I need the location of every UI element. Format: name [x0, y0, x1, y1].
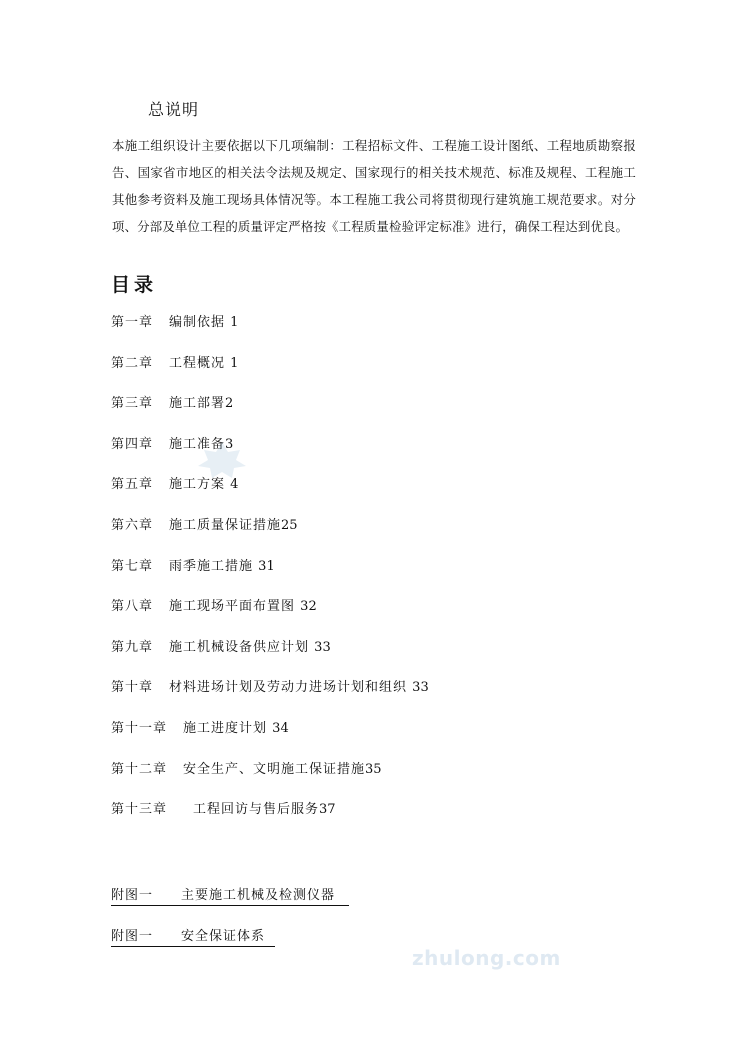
toc-chapter: 第二章	[111, 355, 154, 371]
toc-entry-title: 工程回访与售后服务	[193, 802, 320, 818]
toc-item[interactable]	[111, 556, 429, 597]
toc-item[interactable]	[111, 312, 429, 353]
toc-entry-title: 施工准备	[169, 436, 226, 452]
toc-item[interactable]	[111, 677, 429, 718]
toc-page-number: 33	[314, 639, 331, 655]
appendix-item[interactable]	[111, 925, 275, 947]
appendix-title: 安全保证体系	[181, 929, 266, 944]
toc-page-number: 33	[412, 680, 429, 696]
toc-item[interactable]	[111, 434, 429, 475]
toc-page-number: 25	[281, 517, 298, 533]
toc-item[interactable]	[111, 515, 429, 556]
toc-page-number: 3	[225, 436, 234, 452]
toc-chapter: 第一章	[111, 315, 154, 330]
toc-chapter: 第五章	[111, 477, 154, 493]
toc-chapter: 第三章	[111, 396, 154, 412]
toc-title: 目录	[111, 274, 158, 296]
toc-page-number: 31	[258, 558, 275, 574]
toc-item[interactable]	[111, 759, 429, 800]
toc-list	[111, 312, 429, 840]
toc-entry-title: 施工机械设备供应计划	[169, 639, 310, 655]
toc-entry-title: 工程概况	[169, 355, 226, 371]
toc-page-number: 32	[300, 599, 317, 615]
intro-paragraph: 本施工组织设计主要依据以下几项编制：工程招标文件、工程施工设计图纸、工程地质勘察报告、国家省市地区的相关法令法规及规定、国家现行的相关技术规范、标准及规程、工程施工其他参考资料及施工现场具体情况等。本工程施工我公司将贯彻现行建筑施工规范要求。对分项、分部及单位工程的质量评定严格按《工程质量检验评定标准》进行，确保工程达到优良。	[112, 138, 636, 234]
toc-entry-title: 安全生产、文明施工保证措施	[183, 761, 366, 777]
toc-page-number: 2	[225, 396, 234, 412]
toc-entry-title: 雨季施工措施	[169, 558, 254, 574]
watermark-text: zhulong.com	[412, 946, 561, 970]
toc-entry-title: 编制依据	[169, 315, 226, 330]
document-heading: 总说明	[148, 100, 200, 119]
zhulong-logo-icon	[196, 440, 248, 480]
toc-item[interactable]	[111, 718, 429, 759]
toc-entry-title: 施工质量保证措施	[169, 517, 282, 533]
appendix-item[interactable]	[111, 884, 349, 906]
toc-chapter: 第八章	[111, 599, 154, 615]
toc-page-number: 35	[365, 761, 382, 777]
toc-chapter: 第九章	[111, 639, 154, 655]
toc-item[interactable]	[111, 353, 429, 394]
toc-entry-title: 施工现场平面布置图	[169, 599, 296, 615]
appendix-title: 主要施工机械及检测仪器	[181, 888, 336, 903]
appendix-label: 附图一	[111, 929, 154, 944]
toc-entry-title: 施工方案	[169, 477, 226, 493]
toc-page-number: 37	[319, 802, 336, 818]
toc-chapter: 第七章	[111, 558, 154, 574]
toc-page-number: 34	[272, 720, 289, 736]
toc-item[interactable]	[111, 474, 429, 515]
toc-chapter: 第十一章	[111, 720, 168, 736]
toc-chapter: 第十章	[111, 680, 154, 696]
toc-item[interactable]	[111, 799, 429, 840]
toc-chapter: 第十二章	[111, 761, 168, 777]
toc-entry-title: 施工进度计划	[183, 720, 268, 736]
appendix-label: 附图一	[111, 888, 154, 903]
toc-item[interactable]	[111, 637, 429, 678]
toc-item[interactable]	[111, 596, 429, 637]
toc-chapter: 第四章	[111, 436, 154, 452]
toc-chapter: 第六章	[111, 517, 154, 533]
toc-item[interactable]	[111, 393, 429, 434]
toc-entry-title: 施工部署	[169, 396, 226, 412]
toc-page-number: 4	[230, 477, 239, 493]
toc-entry-title: 材料进场计划及劳动力进场计划和组织	[169, 680, 408, 696]
toc-page-number: 1	[230, 315, 239, 330]
toc-chapter: 第十三章	[111, 802, 168, 818]
toc-page-number: 1	[230, 355, 239, 371]
